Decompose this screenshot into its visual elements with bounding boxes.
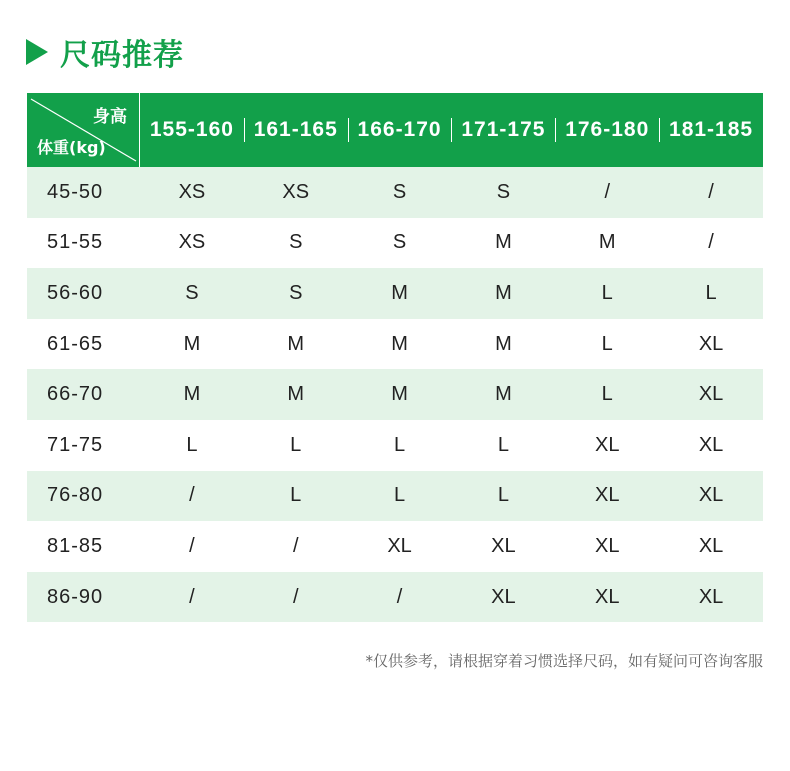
header-corner-cell — [27, 93, 140, 167]
height-column-header: 181-185 — [659, 93, 763, 167]
size-cell: XL — [698, 433, 724, 456]
page-title: 尺码推荐 — [60, 38, 184, 73]
size-cell: M — [495, 281, 512, 304]
disclaimer-note: *仅供参考，请根据穿着习惯选择尺码，如有疑问可咨询客服 — [365, 652, 763, 670]
weight-range-cell: 51-55 — [47, 231, 104, 254]
size-cell: / — [708, 180, 714, 203]
size-cell: XL — [387, 534, 412, 557]
size-cell: L — [290, 433, 302, 456]
size-cell: L — [186, 433, 198, 456]
section-title — [26, 30, 184, 74]
size-cell: XL — [698, 534, 724, 557]
height-columns — [140, 93, 763, 167]
weight-range-cell: 76-80 — [47, 484, 104, 507]
table-header — [27, 93, 763, 167]
height-column-header: 161-165 — [244, 93, 348, 167]
table-body — [27, 167, 763, 622]
size-cell: XL — [594, 585, 620, 608]
size-cell: S — [289, 281, 303, 304]
weight-range-cell: 86-90 — [47, 585, 104, 608]
size-cell: XS — [178, 180, 206, 203]
height-axis-label: 身高 — [93, 107, 127, 127]
size-cell: S — [392, 231, 407, 254]
size-cell: M — [391, 332, 408, 355]
table-row — [27, 319, 763, 370]
size-cell: XL — [491, 534, 516, 557]
height-column-header: 171-175 — [451, 93, 555, 167]
size-cell: M — [287, 383, 305, 406]
table-row — [27, 369, 763, 420]
size-cell: L — [601, 383, 613, 406]
size-cell: XL — [594, 433, 620, 456]
size-cell: XL — [698, 383, 724, 406]
size-cell: / — [292, 585, 299, 608]
weight-range-cell: 81-85 — [47, 534, 104, 557]
size-cell: XL — [698, 585, 724, 608]
height-column-header: 166-170 — [348, 93, 452, 167]
size-cell: L — [497, 484, 509, 507]
size-cell: L — [497, 433, 509, 456]
weight-range-cell: 45-50 — [47, 180, 104, 203]
size-cell: / — [189, 534, 195, 557]
size-cell: M — [391, 281, 408, 304]
size-cell: S — [392, 180, 407, 203]
height-column-header: 176-180 — [555, 93, 659, 167]
size-cell: XL — [698, 484, 724, 507]
size-cell: XS — [178, 231, 206, 254]
size-chart-table — [27, 93, 763, 622]
table-row — [27, 471, 763, 522]
size-cell: XL — [594, 534, 620, 557]
size-cell: / — [292, 534, 299, 557]
size-cell: S — [289, 231, 303, 254]
size-cell: M — [287, 332, 305, 355]
table-row — [27, 521, 763, 572]
size-cell: S — [496, 180, 511, 203]
size-cell: L — [705, 281, 717, 304]
size-cell: M — [183, 383, 201, 406]
size-cell: L — [601, 332, 613, 355]
size-cell: / — [189, 585, 195, 608]
table-row — [27, 572, 763, 623]
weight-range-cell: 56-60 — [47, 281, 104, 304]
size-cell: XL — [594, 484, 620, 507]
weight-range-cell: 66-70 — [47, 383, 104, 406]
size-cell: L — [394, 433, 406, 456]
size-cell: M — [495, 332, 512, 355]
size-cell: L — [394, 484, 406, 507]
size-cell: L — [601, 281, 613, 304]
height-column-header: 155-160 — [149, 118, 234, 141]
size-cell: M — [495, 383, 512, 406]
table-row — [27, 218, 763, 269]
weight-range-cell: 61-65 — [47, 332, 104, 355]
size-cell: / — [708, 231, 714, 254]
size-cell: / — [604, 180, 610, 203]
table-row — [27, 167, 763, 218]
table-row — [27, 268, 763, 319]
size-cell: / — [189, 484, 195, 507]
size-cell: M — [391, 383, 408, 406]
size-cell: M — [598, 231, 616, 254]
table-row — [27, 420, 763, 471]
size-cell: / — [396, 585, 403, 608]
size-cell: XS — [282, 180, 310, 203]
size-cell: S — [185, 281, 199, 304]
play-triangle-icon — [26, 39, 48, 65]
weight-axis-label: 体重(kg) — [37, 138, 106, 157]
size-cell: M — [495, 231, 512, 254]
size-cell: XL — [698, 332, 724, 355]
weight-range-cell: 71-75 — [47, 433, 104, 456]
size-cell: M — [183, 332, 201, 355]
size-cell: XL — [491, 585, 516, 608]
size-cell: L — [290, 484, 302, 507]
